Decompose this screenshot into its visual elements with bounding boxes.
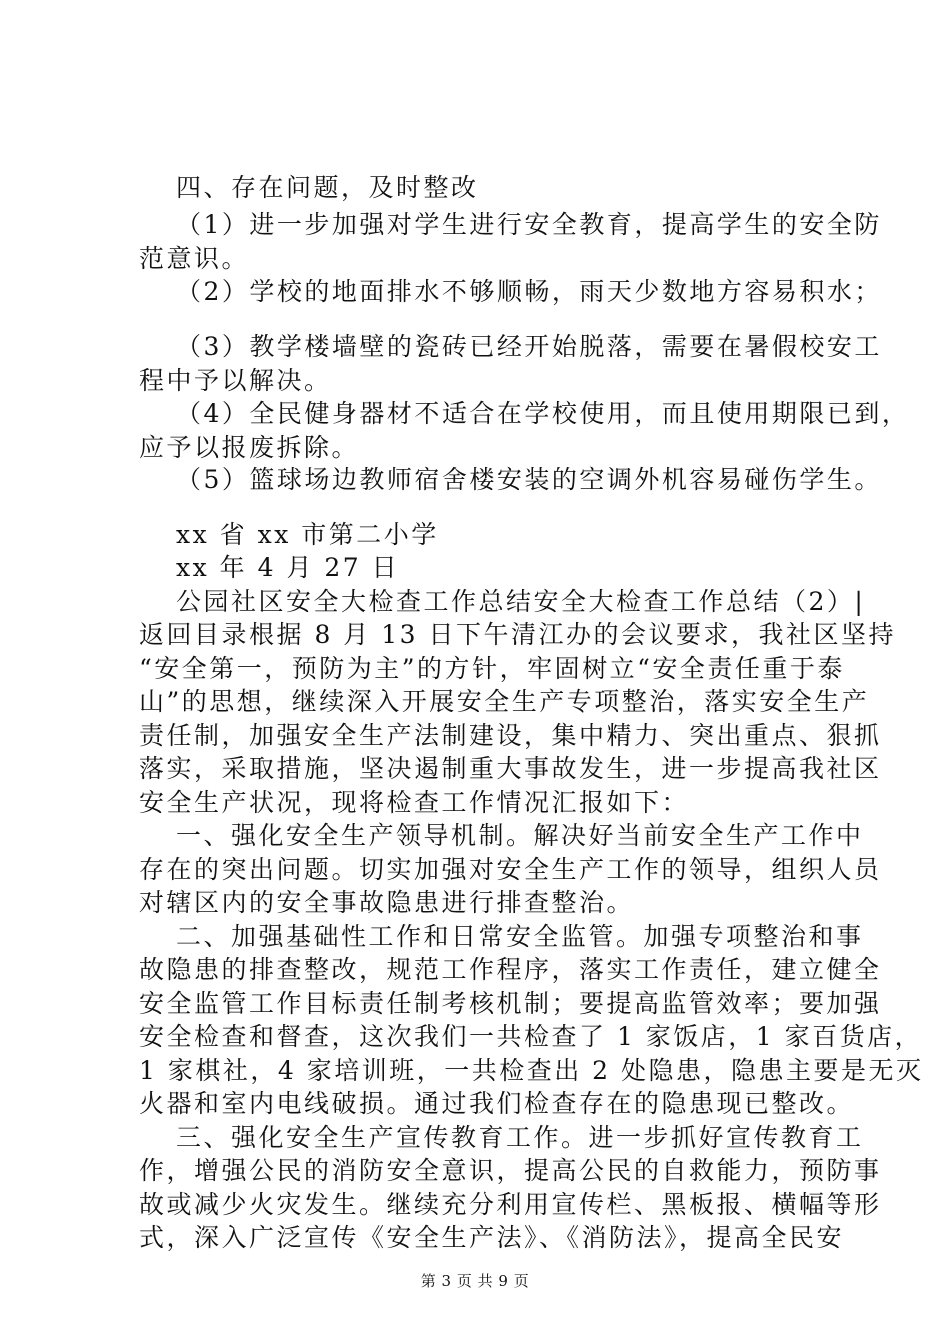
section-three-line-4: 式，深入广泛宣传《安全生产法》、《消防法》，提高全民安 <box>139 1223 845 1252</box>
section-one-line-1: 一、强化安全生产领导机制。解决好当前安全生产工作中 <box>176 821 864 850</box>
section-two-line-4: 安全检查和督查，这次我们一共检查了 1 家饭店，1 家百货店， <box>139 1022 923 1051</box>
list-item-2: （2）学校的地面排水不够顺畅，雨天少数地方容易积水； <box>176 277 882 306</box>
signature-date: xx 年 4 月 27 日 <box>176 553 400 582</box>
section-two-line-5: 1 家棋社，4 家培训班，一共检查出 2 处隐患，隐患主要是无灭 <box>139 1056 924 1085</box>
list-item-4-line-1: （4）全民健身器材不适合在学校使用，而且使用期限已到， <box>176 399 910 428</box>
list-item-5: （5）篮球场边教师宿舍楼安装的空调外机容易碰伤学生。 <box>176 465 882 494</box>
section-three-line-3: 故或减少火灾发生。继续充分利用宣传栏、黑板报、横幅等形 <box>139 1190 882 1219</box>
section-one-line-3: 对辖区内的安全事故隐患进行排查整治。 <box>139 888 635 917</box>
paragraph-line: 山”的思想，继续深入开展安全生产专项整治，落实安全生产 <box>139 687 870 716</box>
section-two-line-3: 安全监管工作目标责任制考核机制；要提高监管效率；要加强 <box>139 989 882 1018</box>
paragraph-line: 责任制，加强安全生产法制建设，集中精力、突出重点、狠抓 <box>139 721 882 750</box>
section-two-line-1: 二、加强基础性工作和日常安全监管。加强专项整治和事 <box>176 922 864 951</box>
section-three-line-2: 作，增强公民的消防安全意识，提高公民的自救能力，预防事 <box>139 1156 882 1185</box>
signature-school: xx 省 xx 市第二小学 <box>176 520 439 549</box>
section-two-line-2: 故隐患的排查整改，规范工作程序，落实工作责任，建立健全 <box>139 955 882 984</box>
report-title-line: 公园社区安全大检查工作总结安全大检查工作总结（2）| <box>176 587 866 616</box>
paragraph-line: 返回目录根据 8 月 13 日下午清江办的会议要求，我社区坚持 <box>139 620 897 649</box>
paragraph-line: “安全第一，预防为主”的方针，牢固树立“安全责任重于泰 <box>139 654 845 683</box>
page-footer: 第 3 页 共 9 页 <box>420 1272 530 1290</box>
section-two-line-6: 火器和室内电线破损。通过我们检查存在的隐患现已整改。 <box>139 1089 855 1118</box>
section-three-line-1: 三、强化安全生产宣传教育工作。进一步抓好宣传教育工 <box>176 1123 864 1152</box>
list-item-3-line-2: 程中予以解决。 <box>139 366 332 395</box>
list-item-1-line-1: （1）进一步加强对学生进行安全教育，提高学生的安全防 <box>176 210 882 239</box>
list-item-4-line-2: 应予以报废拆除。 <box>139 433 360 462</box>
list-item-3-line-1: （3）教学楼墙壁的瓷砖已经开始脱落，需要在暑假校安工 <box>176 332 882 361</box>
section-one-line-2: 存在的突出问题。切实加强对安全生产工作的领导，组织人员 <box>139 855 882 884</box>
paragraph-line: 安全生产状况，现将检查工作情况汇报如下： <box>139 788 690 817</box>
paragraph-line: 落实，采取措施，坚决遏制重大事故发生，进一步提高我社区 <box>139 754 882 783</box>
list-item-1-line-2: 范意识。 <box>139 244 250 273</box>
section-heading-problems: 四、存在问题，及时整改 <box>176 173 479 202</box>
